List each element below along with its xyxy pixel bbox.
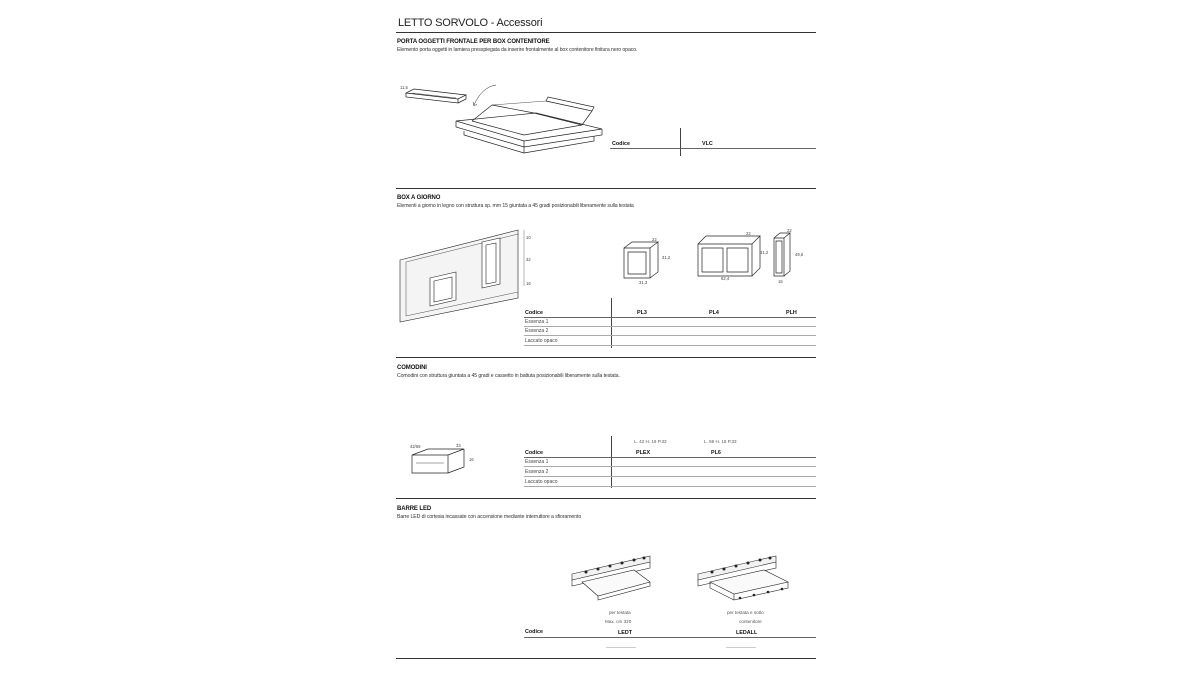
box-headboard-drawing bbox=[396, 226, 536, 326]
comodini-description: Comodini con struttura giuntata a 45 gradi e cassetto in battuta posizionabili liberamente sulla testata. bbox=[397, 373, 620, 379]
plex-size-note: L. 42 H. 16 P.33 bbox=[634, 439, 667, 444]
pl6-size-note: L. 59 H. 16 P.33 bbox=[704, 439, 737, 444]
barre-row-line-1 bbox=[606, 647, 636, 648]
plh-dim-width: 16 bbox=[778, 279, 783, 284]
comodino-dim-width: 42/59 bbox=[410, 444, 421, 449]
comodini-row-line-2 bbox=[524, 476, 816, 477]
box-code-pl4: PL4 bbox=[709, 310, 719, 316]
porta-dim-label: 11,5 bbox=[400, 85, 408, 90]
barre-code-ledt: LEDT bbox=[618, 630, 633, 636]
box-code-pl3: PL3 bbox=[637, 310, 647, 316]
box-row-essenza1: Essenza 1 bbox=[525, 319, 549, 325]
barre-title: BARRE LED bbox=[397, 506, 432, 512]
pl3-dim-width: 31,3 bbox=[639, 280, 648, 285]
pl3-dim-height: 31,2 bbox=[662, 255, 671, 260]
ledt-drawing bbox=[568, 552, 660, 602]
comodini-title: COMODINI bbox=[397, 365, 427, 371]
box-row-line-2 bbox=[524, 335, 816, 336]
comodini-table-divider bbox=[611, 436, 612, 488]
box-row-line-3 bbox=[524, 345, 816, 346]
box-row-laccato: Laccato opaco bbox=[525, 338, 558, 344]
comodini-table-header-line bbox=[524, 457, 816, 458]
porta-table-divider bbox=[680, 128, 681, 156]
ledt-note-1: per testata bbox=[609, 610, 631, 615]
box-side-dim-1: 10 bbox=[526, 235, 531, 240]
section-rule-1 bbox=[396, 188, 816, 189]
barre-code-label: Codice bbox=[525, 629, 543, 635]
box-title: BOX A GIORNO bbox=[397, 195, 441, 201]
porta-code-vlc: VLC bbox=[702, 141, 713, 147]
comodini-code-pl6: PL6 bbox=[711, 450, 721, 456]
section-rule-3 bbox=[396, 498, 816, 499]
pl4-drawing bbox=[696, 232, 769, 277]
comodino-dim-height: 16 bbox=[469, 457, 474, 462]
pl3-drawing bbox=[622, 238, 672, 283]
porta-code-label: Codice bbox=[612, 141, 630, 147]
plh-dim-depth: 22 bbox=[787, 228, 792, 233]
footer-rule bbox=[396, 658, 816, 659]
section-rule-2 bbox=[396, 357, 816, 358]
pl3-dim-depth: 22 bbox=[652, 237, 657, 242]
page-title: LETTO SORVOLO - Accessori bbox=[398, 17, 543, 29]
box-code-plh: PLH bbox=[786, 310, 797, 316]
barre-table-line bbox=[524, 637, 816, 638]
barre-row-line-2 bbox=[726, 647, 756, 648]
barre-description: Barre LED di cortesia incassate con accensione mediante interruttore a sfioramento bbox=[397, 514, 582, 520]
box-row-line-1 bbox=[524, 326, 816, 327]
comodini-row-essenza2: Essenza 2 bbox=[525, 469, 549, 475]
box-side-dim-2: 32 bbox=[526, 257, 531, 262]
barre-code-ledall: LEDALL bbox=[736, 630, 758, 636]
porta-table-line bbox=[610, 148, 816, 149]
ledall-note-2: contenitore bbox=[739, 619, 762, 624]
comodini-row-laccato: Laccato opaco bbox=[525, 479, 558, 485]
porta-title: PORTA OGGETTI FRONTALE PER BOX CONTENITORE bbox=[397, 39, 550, 45]
comodini-row-line-3 bbox=[524, 486, 816, 487]
comodino-dim-depth: 33 bbox=[456, 443, 461, 448]
catalog-page bbox=[396, 0, 816, 675]
box-table-divider bbox=[611, 298, 612, 348]
ledt-note-2: Max. cm 320 bbox=[605, 619, 632, 624]
porta-drawing bbox=[396, 75, 606, 155]
pl4-dim-width: 62,4 bbox=[721, 276, 730, 281]
box-code-label: Codice bbox=[525, 310, 543, 316]
ledall-note-1: per testata e sotto bbox=[727, 610, 764, 615]
pl4-dim-depth: 22 bbox=[746, 231, 751, 236]
porta-description: Elemento porta oggetti in lamiera presspiegata da inserire frontalmente al box contenitore finitura nero opaco. bbox=[397, 47, 638, 53]
comodini-row-essenza1: Essenza 1 bbox=[525, 459, 549, 465]
box-description: Elementi a giorno in legno con struttura sp. mm 15 giuntata a 45 gradi posizionabili liberamente sulla testata bbox=[397, 203, 634, 209]
comodini-row-line-1 bbox=[524, 466, 816, 467]
box-row-essenza2: Essenza 2 bbox=[525, 328, 549, 334]
box-side-dim-3: 16 bbox=[526, 281, 531, 286]
comodino-drawing bbox=[408, 445, 478, 481]
pl4-dim-height: 31,2 bbox=[760, 250, 769, 255]
box-table-header-line bbox=[524, 317, 816, 318]
plh-dim-height: 49,6 bbox=[795, 252, 804, 257]
comodini-code-label: Codice bbox=[525, 450, 543, 456]
comodini-code-plex: PLEX bbox=[636, 450, 651, 456]
header-rule bbox=[396, 32, 816, 33]
ledall-drawing bbox=[694, 552, 794, 604]
